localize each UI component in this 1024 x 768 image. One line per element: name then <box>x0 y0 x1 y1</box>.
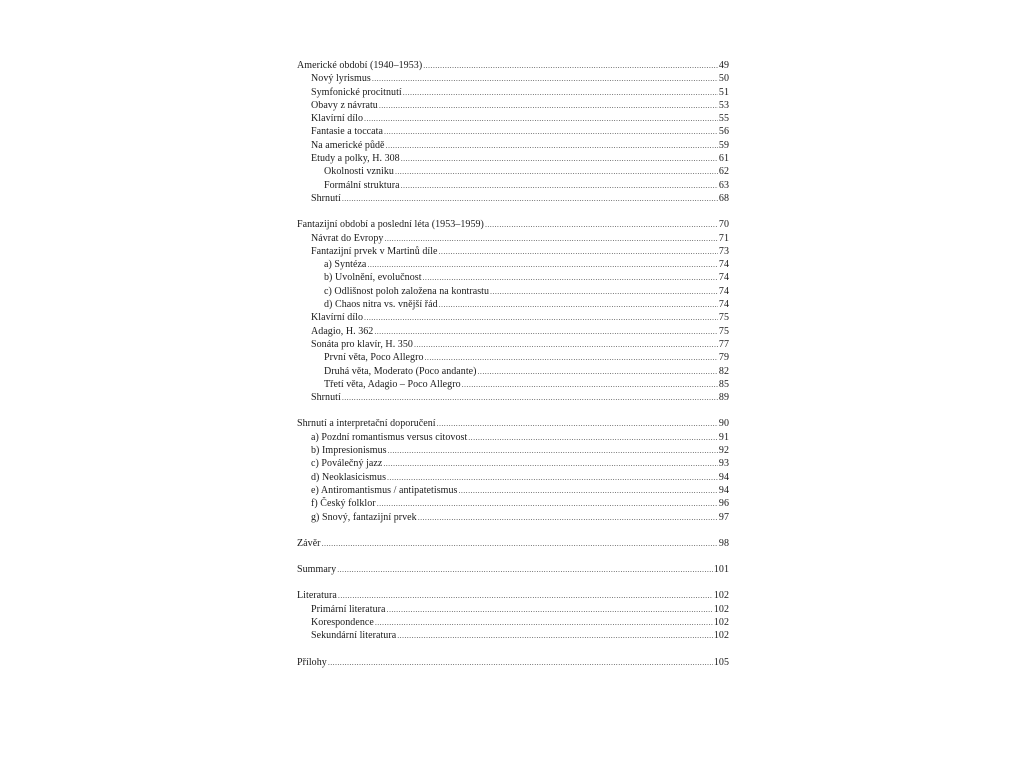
section-gap <box>297 643 729 656</box>
dot-leader <box>468 431 718 444</box>
toc-entry-title: Na americké půdě <box>311 139 385 151</box>
toc-entry-title: Adagio, H. 362 <box>311 325 374 337</box>
toc-entry-title: Fantazijní prvek v Martinů díle <box>311 245 438 257</box>
dot-leader <box>384 232 717 245</box>
dot-leader <box>401 152 718 165</box>
dot-leader <box>377 497 718 510</box>
toc-page-number: 59 <box>718 139 729 151</box>
toc-page-number: 101 <box>713 564 729 576</box>
toc-subentry[interactable] <box>297 365 729 378</box>
toc-entry-title: d) Neoklasicismus <box>311 471 387 483</box>
toc-entry-title: a) Pozdní romantismus versus citovost <box>311 431 468 443</box>
toc-page-number: 56 <box>718 126 729 138</box>
dot-leader <box>379 99 718 112</box>
toc-section <box>297 537 729 550</box>
toc-entry-title: Sekundární literatura <box>311 630 397 642</box>
dot-leader <box>387 471 718 484</box>
toc-entry-title: Fantasie a toccata <box>311 126 383 138</box>
toc-page-number: 97 <box>718 511 729 523</box>
toc-page-number: 61 <box>718 153 729 165</box>
toc-entry-title: Třetí věta, Adagio – Poco Allegro <box>324 378 461 390</box>
toc-subentry[interactable] <box>297 351 729 364</box>
toc-page-number: 62 <box>718 166 729 178</box>
toc-entry-title: b) Uvolnění, evolučnost <box>324 272 422 284</box>
toc-subentry[interactable] <box>297 338 729 351</box>
toc-page-number: 49 <box>718 60 729 71</box>
toc-page-number: 53 <box>718 99 729 111</box>
dot-leader <box>388 444 718 457</box>
toc-entry-title: Shrnutí <box>311 192 341 204</box>
toc-page-number: 102 <box>713 616 729 628</box>
toc-entry-title: e) Antiromantismus / antipatetismus <box>311 484 458 496</box>
toc-entry-title: Literatura <box>297 590 337 602</box>
toc-page-number: 74 <box>718 272 729 284</box>
toc-page-number: 70 <box>718 219 729 231</box>
toc-entry-title: a) Syntéza <box>324 259 367 271</box>
dot-leader <box>367 258 717 271</box>
toc-entry-title: První věta, Poco Allegro <box>324 352 424 364</box>
dot-leader <box>423 59 718 72</box>
toc-subentry[interactable] <box>297 179 729 192</box>
toc-entry-title: Návrat do Evropy <box>311 232 384 244</box>
toc-entry-title: Korespondence <box>311 616 374 628</box>
section-gap <box>297 524 729 537</box>
toc-page-number: 74 <box>718 285 729 297</box>
toc-chapter-entry[interactable] <box>297 563 729 576</box>
toc-page-number: 71 <box>718 232 729 244</box>
section-gap <box>297 576 729 589</box>
toc-page-number: 85 <box>718 378 729 390</box>
toc-page-number: 93 <box>718 458 729 470</box>
toc-subentry[interactable] <box>297 378 729 391</box>
toc-entry-title: f) Český folklor <box>311 498 376 510</box>
toc-page-number: 75 <box>718 325 729 337</box>
toc-page-number: 105 <box>713 656 729 668</box>
toc-subentry[interactable] <box>297 471 729 484</box>
dot-leader <box>490 285 718 298</box>
toc-page-number: 98 <box>718 537 729 549</box>
toc-subentry[interactable] <box>297 391 729 404</box>
section-gap <box>297 205 729 218</box>
toc-entry-title: Primární literatura <box>311 603 386 615</box>
dot-leader <box>437 417 718 430</box>
dot-leader <box>478 365 718 378</box>
toc-entry-title: Nový lyrismus <box>311 73 371 85</box>
dot-leader <box>328 656 713 669</box>
toc-entry-title: Přílohy <box>297 656 327 668</box>
dot-leader <box>384 125 718 138</box>
section-gap <box>297 550 729 563</box>
toc-entry-title: Etudy a polky, H. 308 <box>311 153 400 165</box>
toc-page-number: 102 <box>713 630 729 642</box>
toc-section <box>297 417 729 523</box>
toc-subentry[interactable] <box>297 603 729 616</box>
dot-leader <box>423 271 718 284</box>
dot-leader <box>418 511 718 524</box>
toc-subentry[interactable] <box>297 192 729 205</box>
toc-subentry[interactable] <box>297 139 729 152</box>
toc-page-number: 63 <box>718 179 729 191</box>
toc-chapter-entry[interactable] <box>297 417 729 430</box>
toc-page-number: 102 <box>713 590 729 602</box>
toc-chapter-entry[interactable] <box>297 59 729 72</box>
toc-page-number: 75 <box>718 312 729 324</box>
toc-page-number: 51 <box>718 86 729 98</box>
toc-entry-title: Summary <box>297 564 337 576</box>
toc-subentry[interactable] <box>297 245 729 258</box>
dot-leader <box>485 218 718 231</box>
toc-subentry[interactable] <box>297 298 729 311</box>
toc-page-number: 94 <box>718 484 729 496</box>
toc-subentry[interactable] <box>297 86 729 99</box>
toc-page-number: 74 <box>718 259 729 271</box>
toc-page-number: 79 <box>718 352 729 364</box>
toc-entry-title: Symfonické procitnutí <box>311 86 402 98</box>
dot-leader <box>401 179 718 192</box>
toc-subentry[interactable] <box>297 72 729 85</box>
dot-leader <box>403 86 718 99</box>
dot-leader <box>337 563 713 576</box>
toc-entry-title: d) Chaos nitra vs. vnější řád <box>324 299 438 311</box>
toc-subentry[interactable] <box>297 629 729 642</box>
dot-leader <box>322 537 718 550</box>
dot-leader <box>395 165 718 178</box>
toc-chapter-entry[interactable] <box>297 537 729 550</box>
toc-page-number: 96 <box>718 498 729 510</box>
toc-section <box>297 59 729 205</box>
dot-leader <box>372 72 718 85</box>
toc-subentry[interactable] <box>297 325 729 338</box>
dot-leader <box>364 112 718 125</box>
toc-subentry[interactable] <box>297 457 729 470</box>
toc-subentry[interactable] <box>297 484 729 497</box>
toc-section <box>297 656 729 669</box>
toc-page-number: 77 <box>718 338 729 350</box>
toc-entry-title: c) Odlišnost poloh založena na kontrastu <box>324 285 490 297</box>
dot-leader <box>338 589 713 602</box>
dot-leader <box>342 192 718 205</box>
toc-subentry[interactable] <box>297 285 729 298</box>
toc-subentry[interactable] <box>297 271 729 284</box>
toc-entry-title: b) Impresionismus <box>311 445 387 457</box>
toc-chapter-entry[interactable] <box>297 589 729 602</box>
toc-subentry[interactable] <box>297 616 729 629</box>
dot-leader <box>383 457 718 470</box>
dot-leader <box>462 378 718 391</box>
dot-leader <box>439 245 718 258</box>
toc-entry-title: Klavírní dílo <box>311 312 364 324</box>
dot-leader <box>414 338 718 351</box>
dot-leader <box>425 351 718 364</box>
dot-leader <box>397 629 713 642</box>
toc-page-number: 73 <box>718 245 729 257</box>
table-of-contents <box>297 59 729 669</box>
toc-entry-title: Shrnutí <box>311 392 341 404</box>
toc-section <box>297 563 729 576</box>
toc-entry-title: c) Poválečný jazz <box>311 458 383 470</box>
toc-entry-title: Závěr <box>297 537 321 549</box>
toc-subentry[interactable] <box>297 444 729 457</box>
dot-leader <box>387 603 713 616</box>
dot-leader <box>342 391 718 404</box>
toc-subentry[interactable] <box>297 152 729 165</box>
toc-entry-title: Druhá věta, Moderato (Poco andante) <box>324 365 477 377</box>
toc-page-number: 94 <box>718 471 729 483</box>
toc-subentry[interactable] <box>297 112 729 125</box>
dot-leader <box>386 139 718 152</box>
toc-subentry[interactable] <box>297 431 729 444</box>
toc-entry-title: Fantazijní období a poslední léta (1953–1959) <box>297 219 484 231</box>
toc-section <box>297 589 729 642</box>
toc-page-number: 102 <box>713 603 729 615</box>
toc-subentry[interactable] <box>297 511 729 524</box>
toc-entry-title: Americké období (1940–1953) <box>297 60 423 71</box>
toc-entry-title: Formální struktura <box>324 179 400 191</box>
toc-entry-title: Obavy z návratu <box>311 99 378 111</box>
toc-chapter-entry[interactable] <box>297 656 729 669</box>
toc-entry-title: Klavírní dílo <box>311 113 364 125</box>
toc-section <box>297 218 729 404</box>
toc-subentry[interactable] <box>297 232 729 245</box>
dot-leader <box>439 298 718 311</box>
toc-subentry[interactable] <box>297 99 729 112</box>
toc-page-number: 74 <box>718 299 729 311</box>
dot-leader <box>375 616 713 629</box>
toc-subentry[interactable] <box>297 165 729 178</box>
dot-leader <box>364 311 718 324</box>
toc-page-number: 90 <box>718 418 729 430</box>
toc-page-number: 55 <box>718 113 729 125</box>
toc-page-number: 50 <box>718 73 729 85</box>
toc-subentry[interactable] <box>297 497 729 510</box>
toc-subentry[interactable] <box>297 125 729 138</box>
toc-page-number: 82 <box>718 365 729 377</box>
dot-leader <box>374 325 718 338</box>
toc-entry-title: Okolnosti vzniku <box>324 166 394 178</box>
toc-chapter-entry[interactable] <box>297 218 729 231</box>
toc-entry-title: g) Snový, fantazijní prvek <box>311 511 417 523</box>
toc-page-number: 89 <box>718 392 729 404</box>
toc-page-number: 92 <box>718 445 729 457</box>
toc-subentry[interactable] <box>297 311 729 324</box>
dot-leader <box>458 484 717 497</box>
toc-subentry[interactable] <box>297 258 729 271</box>
section-gap <box>297 404 729 417</box>
toc-entry-title: Shrnutí a interpretační doporučení <box>297 418 436 430</box>
toc-page-number: 91 <box>718 431 729 443</box>
toc-entry-title: Sonáta pro klavír, H. 350 <box>311 338 413 350</box>
toc-page-number: 68 <box>718 192 729 204</box>
